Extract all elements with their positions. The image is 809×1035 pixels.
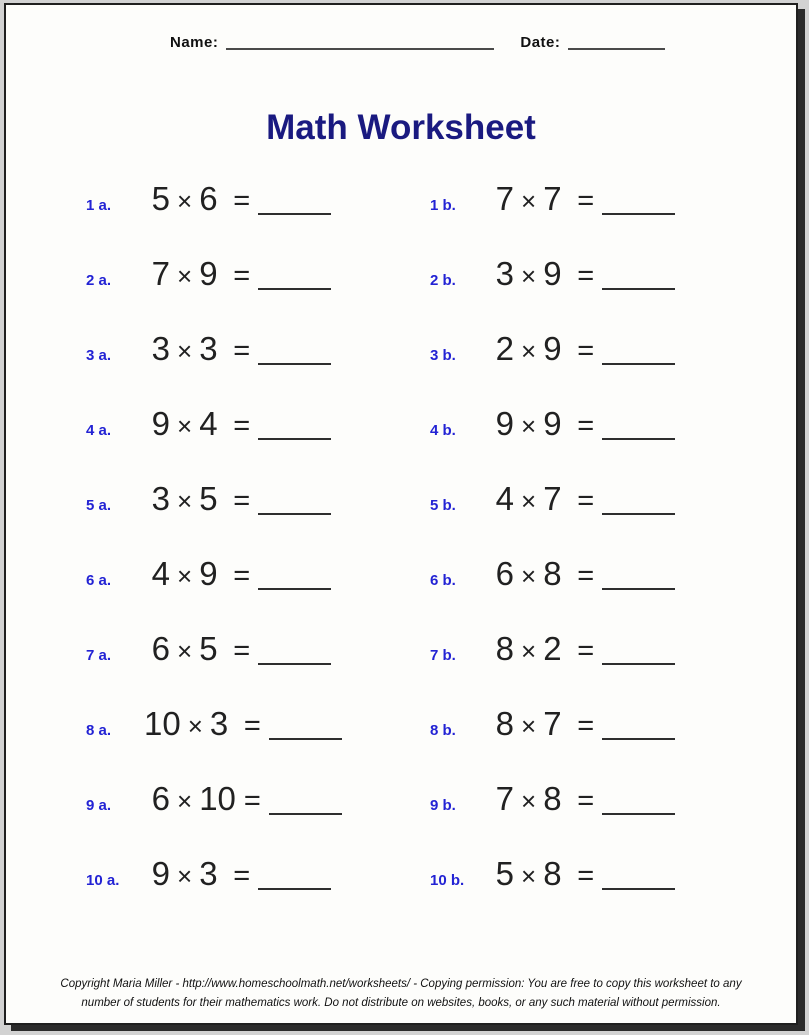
date-label: Date: (520, 34, 561, 51)
problem-row (6, 236, 796, 311)
times-sign: × (177, 636, 193, 666)
problem-4b (430, 386, 675, 461)
equals-sign: = (243, 710, 261, 742)
equals-sign: = (233, 410, 251, 442)
name-label: Name: (170, 34, 219, 51)
answer-blank[interactable] (258, 349, 331, 365)
problem-row (6, 761, 796, 836)
answer-blank[interactable] (258, 874, 331, 890)
factor-1: 9 (495, 405, 514, 442)
factor-1: 7 (151, 255, 170, 292)
equals-sign: = (233, 185, 251, 217)
problem-number-label: 8 b. (430, 722, 456, 739)
equals-sign: = (243, 785, 261, 817)
factor-1: 8 (495, 705, 514, 742)
factor-1: 8 (495, 630, 514, 667)
problem-3a (86, 311, 430, 386)
problem-8b (430, 686, 675, 761)
equals-sign: = (577, 485, 595, 517)
equals-sign: = (233, 260, 251, 292)
factor-2: 3 (209, 705, 229, 742)
problem-number-label: 4 b. (430, 422, 456, 439)
answer-blank[interactable] (258, 424, 331, 440)
problem-3b (430, 311, 675, 386)
problem-row (6, 686, 796, 761)
copyright-line-1: Copyright Maria Miller - http://www.homeschoolmath.net/worksheets/ - Copying permission: You are free to copy this worksheet to any (60, 978, 742, 990)
answer-blank[interactable] (602, 649, 675, 665)
problem-row (6, 311, 796, 386)
problem-number-label: 1 a. (86, 197, 112, 214)
problem-1b (430, 161, 675, 236)
equals-sign: = (233, 860, 251, 892)
equals-sign: = (577, 860, 595, 892)
problem-6a (86, 536, 430, 611)
problem-row (6, 611, 796, 686)
times-sign: × (521, 711, 537, 741)
problem-number-label: 4 a. (86, 422, 112, 439)
times-sign: × (521, 261, 537, 291)
factor-2: 5 (199, 480, 218, 517)
factor-1: 3 (151, 330, 170, 367)
problem-number-label: 9 a. (86, 797, 112, 814)
factor-2: 9 (199, 555, 218, 592)
times-sign: × (521, 636, 537, 666)
problem-number-label: 3 a. (86, 347, 112, 364)
name-input-line[interactable] (226, 36, 494, 50)
factor-1: 3 (151, 480, 170, 517)
answer-blank[interactable] (602, 874, 675, 890)
problem-number-label: 2 a. (86, 272, 112, 289)
answer-blank[interactable] (269, 799, 342, 815)
times-sign: × (177, 486, 193, 516)
factor-2: 3 (199, 330, 218, 367)
equals-sign: = (577, 260, 595, 292)
problem-number-label: 1 b. (430, 197, 456, 214)
problem-9b (430, 761, 675, 836)
problem-number-label: 2 b. (430, 272, 456, 289)
answer-blank[interactable] (258, 649, 331, 665)
times-sign: × (187, 711, 203, 741)
factor-2: 4 (199, 405, 218, 442)
factor-2: 9 (543, 255, 562, 292)
problem-5a (86, 461, 430, 536)
times-sign: × (521, 336, 537, 366)
times-sign: × (177, 336, 193, 366)
factor-1: 7 (495, 780, 514, 817)
factor-1: 5 (151, 180, 170, 217)
times-sign: × (521, 486, 537, 516)
equals-sign: = (577, 410, 595, 442)
factor-2: 9 (199, 255, 218, 292)
problem-number-label: 8 a. (86, 722, 112, 739)
problem-row (6, 161, 796, 236)
equals-sign: = (233, 485, 251, 517)
problem-number-label: 10 a. (86, 872, 120, 889)
answer-blank[interactable] (269, 724, 342, 740)
answer-blank[interactable] (602, 349, 675, 365)
equals-sign: = (577, 335, 595, 367)
times-sign: × (177, 186, 193, 216)
date-input-line[interactable] (568, 36, 665, 50)
times-sign: × (177, 261, 193, 291)
equals-sign: = (577, 185, 595, 217)
factor-1: 3 (495, 255, 514, 292)
times-sign: × (521, 786, 537, 816)
times-sign: × (521, 561, 537, 591)
factor-1: 4 (495, 480, 514, 517)
problem-row (6, 386, 796, 461)
equals-sign: = (577, 635, 595, 667)
times-sign: × (521, 861, 537, 891)
worksheet-header (170, 33, 676, 53)
factor-2: 8 (543, 780, 562, 817)
times-sign: × (177, 561, 193, 591)
factor-2: 7 (543, 480, 562, 517)
factor-2: 8 (543, 855, 562, 892)
problem-10b (430, 836, 675, 911)
factor-1: 7 (495, 180, 514, 217)
equals-sign: = (233, 560, 251, 592)
copyright-footer (6, 975, 796, 1013)
answer-blank[interactable] (602, 199, 675, 215)
problem-6b (430, 536, 675, 611)
factor-1: 5 (495, 855, 514, 892)
factor-2: 7 (543, 180, 562, 217)
problem-7a (86, 611, 430, 686)
answer-blank[interactable] (602, 574, 675, 590)
answer-blank[interactable] (258, 499, 331, 515)
problems-grid (6, 161, 796, 911)
factor-1: 4 (151, 555, 170, 592)
answer-blank[interactable] (258, 199, 331, 215)
factor-2: 9 (543, 330, 562, 367)
problem-number-label: 5 a. (86, 497, 112, 514)
problem-2a (86, 236, 430, 311)
problem-number-label: 10 b. (430, 872, 465, 889)
factor-1: 6 (151, 630, 170, 667)
factor-2: 10 (199, 780, 236, 817)
equals-sign: = (577, 710, 595, 742)
answer-blank[interactable] (258, 574, 331, 590)
problem-4a (86, 386, 430, 461)
factor-1: 2 (495, 330, 514, 367)
problem-number-label: 9 b. (430, 797, 456, 814)
problem-number-label: 3 b. (430, 347, 456, 364)
factor-2: 6 (199, 180, 218, 217)
problem-row (6, 836, 796, 911)
equals-sign: = (233, 635, 251, 667)
factor-2: 2 (543, 630, 562, 667)
problem-9a (86, 761, 430, 836)
factor-2: 5 (199, 630, 218, 667)
factor-1: 6 (151, 780, 170, 817)
problem-number-label: 7 b. (430, 647, 456, 664)
problem-5b (430, 461, 675, 536)
equals-sign: = (577, 560, 595, 592)
answer-blank[interactable] (602, 274, 675, 290)
problem-8a (86, 686, 430, 761)
factor-2: 7 (543, 705, 562, 742)
factor-2: 9 (543, 405, 562, 442)
problem-number-label: 6 a. (86, 572, 112, 589)
answer-blank[interactable] (258, 274, 331, 290)
factor-1: 9 (151, 855, 170, 892)
times-sign: × (177, 411, 193, 441)
answer-blank[interactable] (602, 424, 675, 440)
times-sign: × (521, 186, 537, 216)
problem-row (6, 461, 796, 536)
factor-1: 6 (495, 555, 514, 592)
problem-1a (86, 161, 430, 236)
answer-blank[interactable] (602, 499, 675, 515)
problem-number-label: 7 a. (86, 647, 112, 664)
problem-number-label: 6 b. (430, 572, 456, 589)
worksheet-page (4, 3, 798, 1025)
factor-2: 3 (199, 855, 218, 892)
factor-1: 10 (144, 705, 181, 742)
problem-10a (86, 836, 430, 911)
factor-2: 8 (543, 555, 562, 592)
equals-sign: = (233, 335, 251, 367)
times-sign: × (521, 411, 537, 441)
problem-row (6, 536, 796, 611)
answer-blank[interactable] (602, 799, 675, 815)
answer-blank[interactable] (602, 724, 675, 740)
problem-7b (430, 611, 675, 686)
problem-number-label: 5 b. (430, 497, 456, 514)
factor-1: 9 (151, 405, 170, 442)
equals-sign: = (577, 785, 595, 817)
times-sign: × (177, 786, 193, 816)
page-title: Math Worksheet (266, 108, 536, 147)
times-sign: × (177, 861, 193, 891)
problem-2b (430, 236, 675, 311)
copyright-line-2: number of students for their mathematics work. Do not distribute on websites, books, or any such material without permission. (81, 997, 721, 1009)
